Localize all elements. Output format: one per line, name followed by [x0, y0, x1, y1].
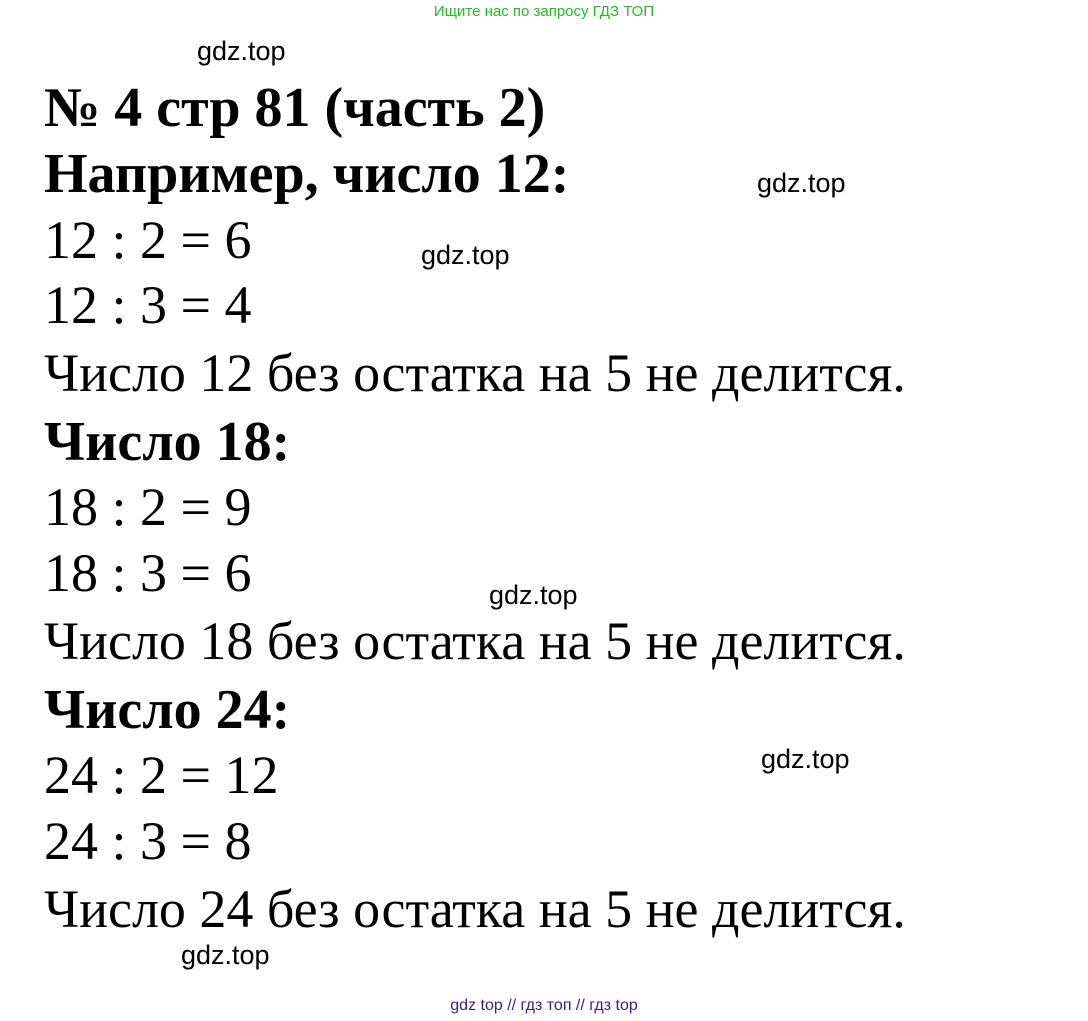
watermark: gdz.top — [181, 940, 270, 970]
watermark: gdz.top — [761, 744, 850, 774]
watermark: gdz.top — [197, 36, 286, 66]
top-banner: Ищите нас по запросу ГДЗ ТОП — [433, 3, 655, 20]
equation: 12 : 3 = 4 — [44, 275, 252, 335]
watermark: gdz.top — [421, 240, 510, 270]
footer-links: gdz top // гдз топ // гдз top — [450, 997, 638, 1014]
conclusion: Число 12 без остатка на 5 не делится. — [44, 343, 906, 403]
section-heading: Число 24: — [44, 679, 291, 741]
conclusion: Число 18 без остатка на 5 не делится. — [44, 611, 906, 671]
equation: 18 : 3 = 6 — [44, 543, 252, 603]
watermark: gdz.top — [489, 580, 578, 610]
section-heading: Число 18: — [44, 411, 291, 473]
equation: 18 : 2 = 9 — [44, 477, 252, 537]
equation: 12 : 2 = 6 — [44, 210, 252, 270]
equation: 24 : 2 = 12 — [44, 745, 279, 805]
problem-title: № 4 стр 81 (часть 2) — [44, 77, 546, 139]
watermark: gdz.top — [757, 168, 846, 198]
section-heading: Например, число 12: — [44, 143, 570, 205]
conclusion: Число 24 без остатка на 5 не делится. — [44, 879, 906, 939]
equation: 24 : 3 = 8 — [44, 811, 252, 871]
